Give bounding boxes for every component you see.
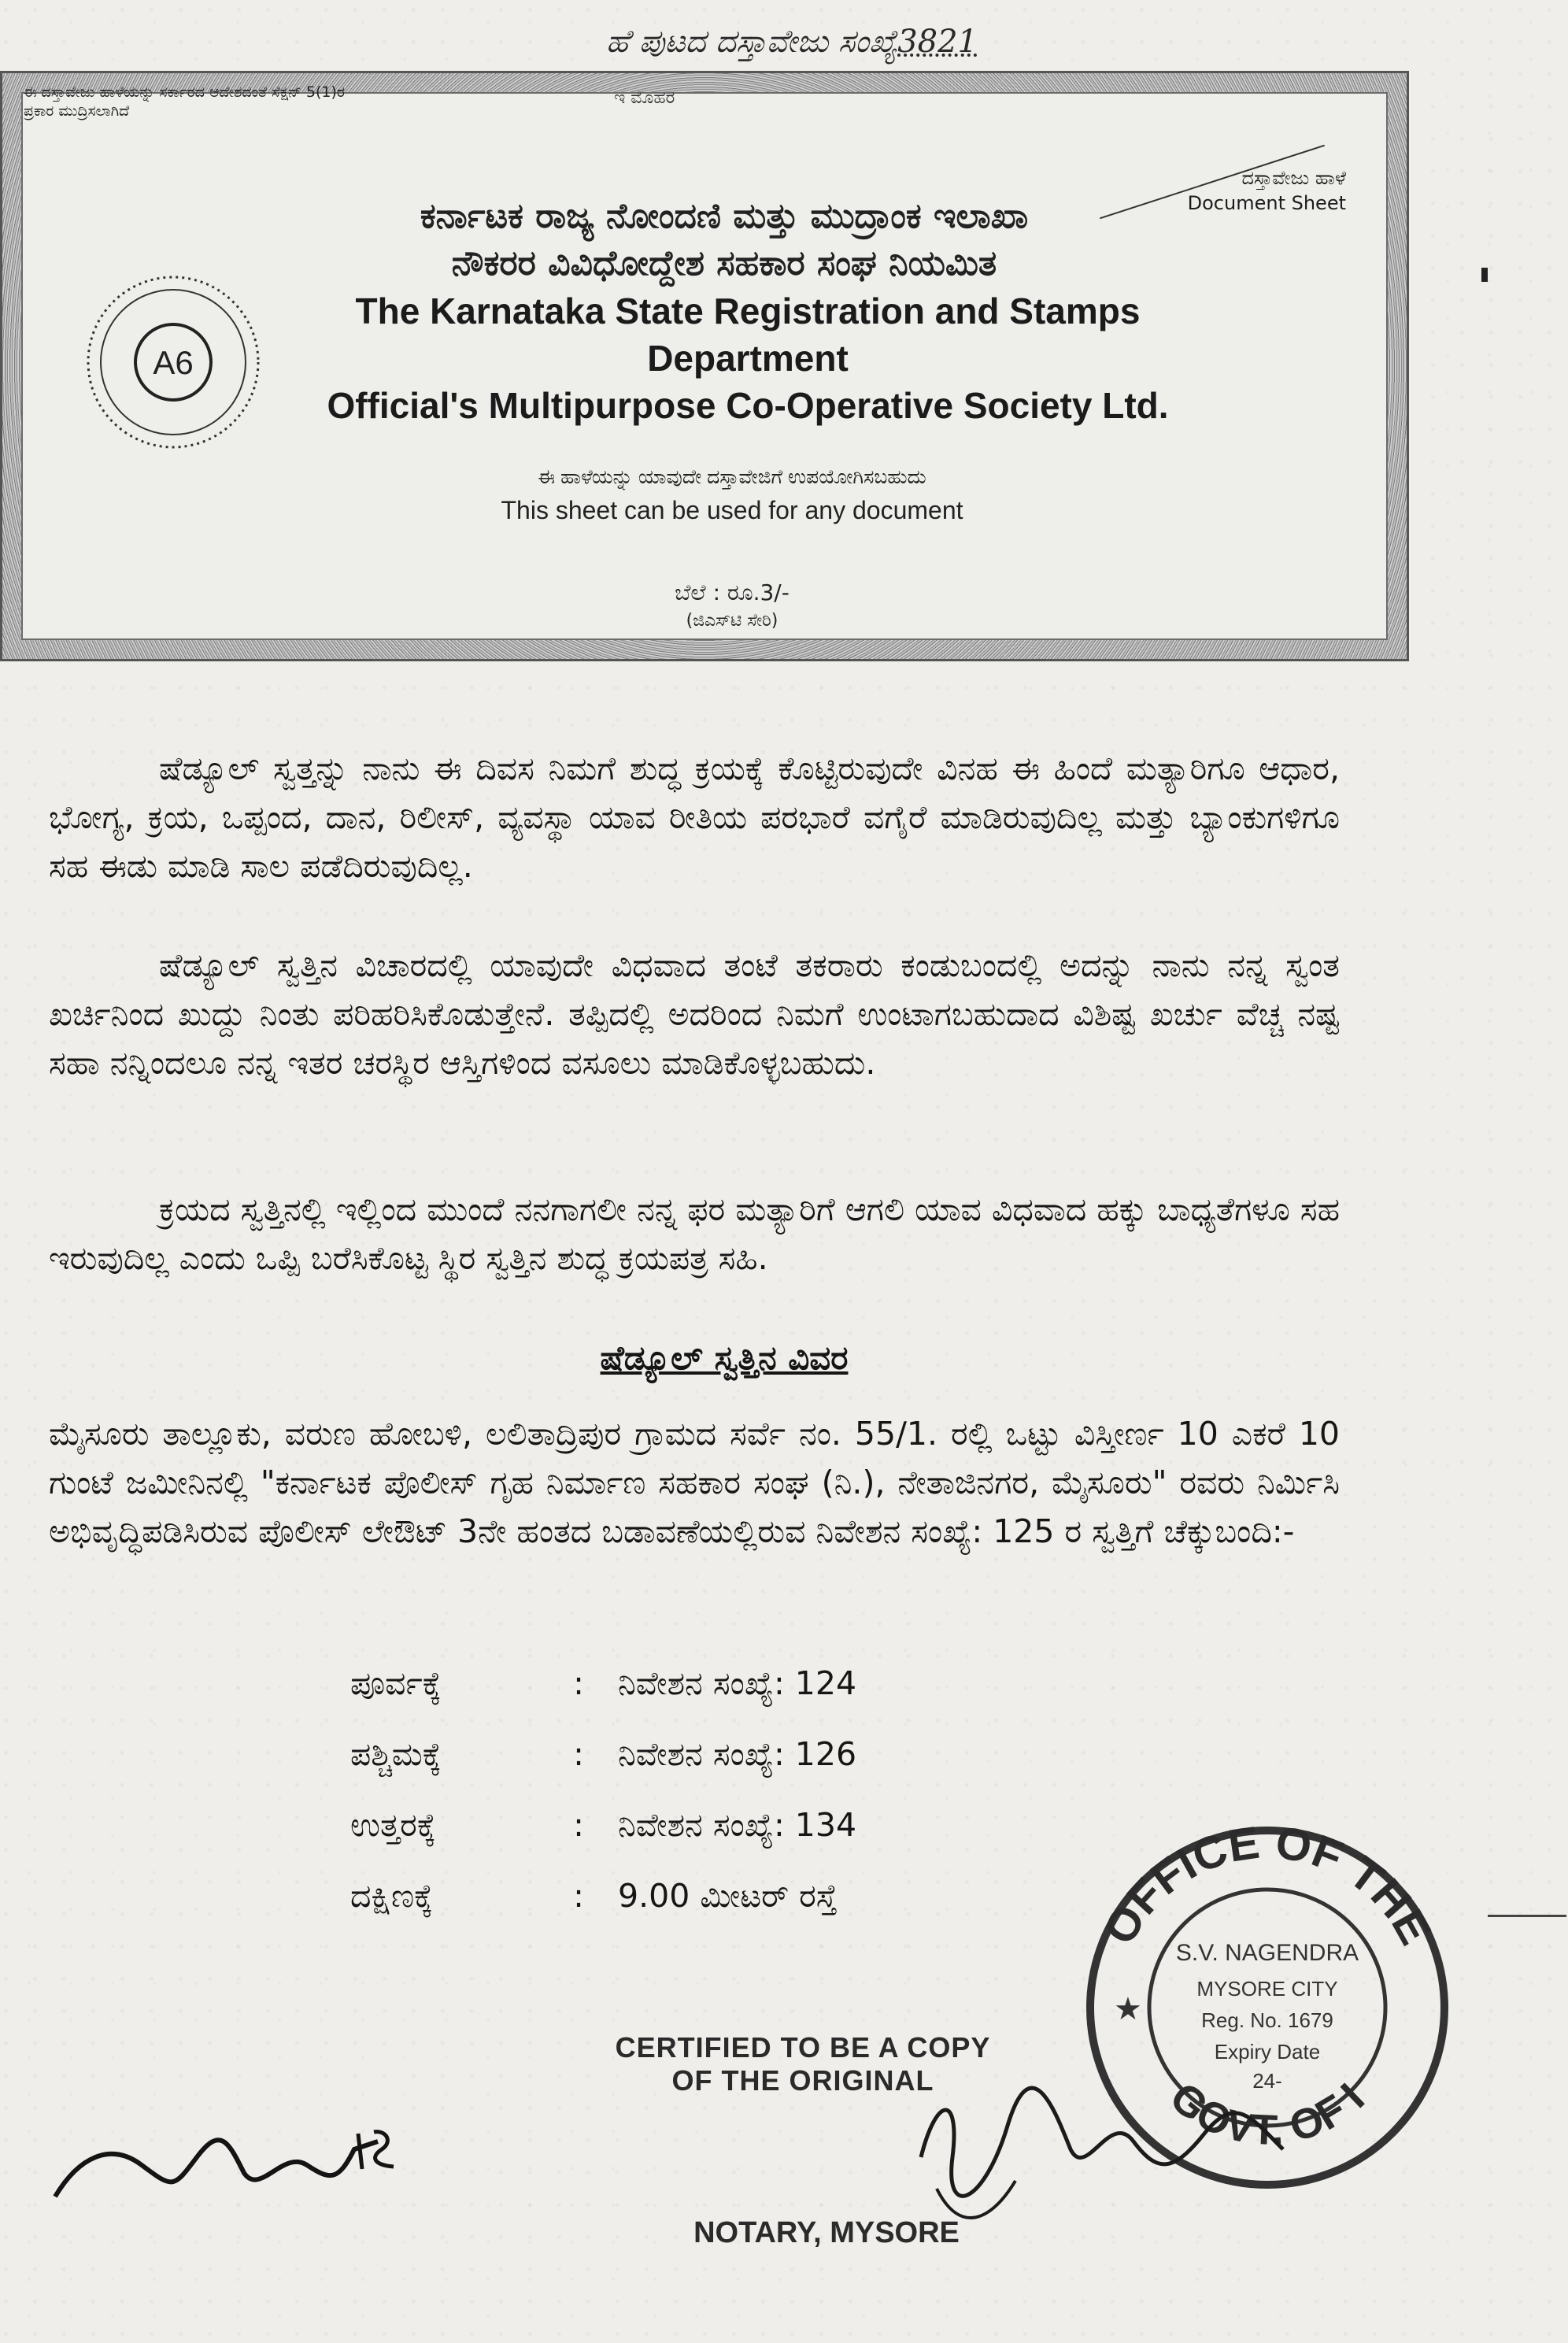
schedule-heading: ಷೆಡ್ಯೂಲ್ ಸ್ವತ್ತಿನ ವಿವರ — [600, 1338, 849, 1377]
kannada-title — [291, 193, 1157, 287]
kannada-title-line2: ನೌಕರರ ವಿವಿಧೋದ್ದೇಶ ಸಹಕಾರ ಸಂಘ ನಿಯಮಿತ — [451, 243, 997, 283]
sheet-price — [512, 579, 952, 635]
office-seal-top-text: OFFICE OF THE — [1093, 1816, 1441, 1953]
office-seal-expiry: Expiry Date — [1214, 2040, 1321, 2064]
usage-kannada: ಈ ಹಾಳೆಯನ್ನು ಯಾವುದೇ ದಸ್ತಾವೇಜಿಗೆ ಉಪಯೋಗಿಸಬಹುದು — [538, 466, 926, 488]
boundary-value: ನಿವೇಶನ ಸಂಖ್ಯೆ: 134 — [618, 1806, 857, 1844]
office-seal-reg: Reg. No. 1679 — [1201, 2008, 1333, 2032]
seal-star-icon: ★ — [1114, 1991, 1142, 2027]
boundary-direction: ಪೂರ್ವಕ್ಕೆ — [350, 1664, 442, 1702]
office-seal-date: 24- — [1252, 2069, 1282, 2093]
boundary-colon: : — [573, 1877, 584, 1915]
schedule-description: ಮೈಸೂರು ತಾಲ್ಲೂಕು, ವರುಣ ಹೋಬಳಿ, ಲಲಿತಾದ್ರಿಪುರ ಗ್ರಾಮದ ಸರ್ವೆ ನಂ. 55/1. ರಲ್ಲಿ ಒಟ್ಟು ವಿಸ್ತೀರ್ಣ 10 ಎಕರೆ 10 ಗುಂಟೆ ಜಮೀನಿನಲ್ಲಿ "ಕರ್ನಾಟಕ ಪೊಲೀಸ್ ಗೃಹ ನಿರ್ಮಾಣ ಸಹಕಾರ ಸಂಘ (ನಿ.), ನೇತಾಜಿನಗರ, ಮೈಸೂರು" ರವರು ನಿರ್ಮಿಸಿ ಅಭಿವೃದ್ಧಿಪಡಿಸಿರುವ ಪೊಲೀಸ್ ಲೇಔಟ್ 3ನೇ ಹಂತದ ಬಡಾವಣೆಯಲ್ಲಿರುವ ನಿವೇಶನ ಸಂಖ್ಯೆ: 125 ರ ಸ್ವತ್ತಿಗೆ ಚೆಕ್ಕುಬಂದಿ:- — [49, 1415, 1340, 1550]
declaration-paragraph-3: ಕ್ರಯದ ಸ್ವತ್ತಿನಲ್ಲಿ ಇಲ್ಲಿಂದ ಮುಂದೆ ನನಗಾಗಲೀ ನನ್ನ ಫರ ಮತ್ಯಾರಿಗೆ ಆಗಲಿ ಯಾವ ವಿಧವಾದ ಹಕ್ಕು ಬಾಧ್ಯತೆಗಳೂ ಸಹ ಇರುವುದಿಲ್ಲ ಎಂದು ಒಪ್ಪಿ ಬರೆಸಿಕೊಟ್ಟ ಸ್ಥಿರ ಸ್ವತ್ತಿನ ಶುದ್ಧ ಕ್ರಯಪತ್ರ ಸಹಿ. — [49, 1190, 1340, 1277]
boundary-direction: ದಕ್ಷಿಣಕ್ಕೆ — [350, 1877, 434, 1915]
boundary-value: 9.00 ಮೀಟರ್ ರಸ್ತೆ — [618, 1877, 838, 1915]
boundary-colon: : — [573, 1735, 584, 1773]
document-number-note — [606, 24, 1173, 60]
english-title-line2: Official's Multipurpose Co-Operative Society Ltd. — [327, 385, 1169, 426]
declaration-paragraph-2: ಷೆಡ್ಯೂಲ್ ಸ್ವತ್ತಿನ ವಿಚಾರದಲ್ಲಿ ಯಾವುದೇ ವಿಧವಾದ ತಂಟೆ ತಕರಾರು ಕಂಡುಬಂದಲ್ಲಿ ಅದನ್ನು ನಾನು ನನ್ನ ಸ್ವಂತ ಖರ್ಚಿನಿಂದ ಖುದ್ದು ನಿಂತು ಪರಿಹರಿಸಿಕೊಡುತ್ತೇನೆ. ತಪ್ಪಿದಲ್ಲಿ ಅದರಿಂದ ನಿಮಗೆ ಉಂಟಾಗಬಹುದಾದ ವಿಶಿಷ್ಟ ಖರ್ಚು ವೆಚ್ಚ ನಷ್ಟ ಸಹಾ ನನ್ನಿಂದಲೂ ನನ್ನ ಇತರ ಚರಸ್ಥಿರ ಆಸ್ತಿಗಳಿಂದ ವಸೂಲು ಮಾಡಿಕೊಳ್ಳಬಹುದು. — [49, 946, 1340, 1082]
notary-signature-icon — [874, 2063, 1315, 2236]
boundary-colon: : — [573, 1806, 584, 1844]
price-label: ಬೆಲೆ : ರೂ.3/- — [675, 579, 790, 605]
declaration-paragraph-1: ಷೆಡ್ಯೂಲ್ ಸ್ವತ್ತನ್ನು ನಾನು ಈ ದಿವಸ ನಿಮಗೆ ಶುದ್ಧ ಕ್ರಯಕ್ಕೆ ಕೊಟ್ಟಿರುವುದೇ ವಿನಹ ಈ ಹಿಂದೆ ಮತ್ಯಾರಿಗೂ ಆಧಾರ, ಭೋಗ್ಯ, ಕ್ರಯ, ಒಪ್ಪಂದ, ದಾನ, ರಿಲೀಸ್, ವ್ಯವಸ್ಥಾ ಯಾವ ರೀತಿಯ ಪರಭಾರೆ ವಗೈರೆ ಮಾಡಿರುವುದಿಲ್ಲ ಮತ್ತು ಬ್ಯಾಂಕುಗಳಿಗೂ ಸಹ ಈಡು ಮಾಡಿ ಸಾಲ ಪಡೆದಿರುವುದಿಲ್ಲ. — [49, 750, 1340, 885]
society-seal-icon — [83, 272, 264, 453]
price-tax-note: (ಜಿಎಸ್‌ಟಿ ಸೇರಿ) — [686, 611, 778, 631]
usage-english: This sheet can be used for any document — [501, 496, 963, 524]
office-seal-city: MYSORE CITY — [1196, 1977, 1338, 2001]
svg-text:OFFICE OF THE — [1093, 1817, 1440, 1953]
boundary-direction: ಉತ್ತರಕ್ಕೆ — [350, 1806, 436, 1844]
english-title — [276, 287, 1220, 429]
boundary-value: ನಿವೇಶನ ಸಂಖ್ಯೆ: 124 — [618, 1664, 857, 1702]
margin-edge-line — [1488, 1915, 1566, 1917]
notary-stamp: NOTARY, MYSORE — [693, 2216, 960, 2249]
document-sheet-english: Document Sheet — [1187, 192, 1346, 214]
boundary-direction: ಪಶ್ಚಿಮಕ್ಕೆ — [350, 1735, 442, 1773]
boundary-value: ನಿವೇಶನ ಸಂಖ್ಯೆ: 126 — [618, 1735, 857, 1773]
document-sheet-kannada: ದಸ್ತಾವೇಜು ಹಾಳೆ — [1241, 167, 1346, 189]
seal-code: A6 — [153, 344, 194, 381]
government-order-note: ಈ ದಸ್ತಾವೇಜು ಹಾಳೆಯನ್ನು ಸರ್ಕಾರದ ಆದೇಶದಂತೆ ಸೆಕ್ಷನ್ 5(1)ರ ಪ್ರಕಾರ ಮುದ್ರಿಸಲಾಗಿದೆ — [24, 83, 345, 120]
banner-small-note: ಇ ಮೊಹರ — [614, 88, 675, 108]
certified-line2: OF THE ORIGINAL — [671, 2064, 934, 2097]
document-number: 3821 — [897, 24, 978, 60]
certified-line1: CERTIFIED TO BE A COPY — [615, 2031, 991, 2064]
document-number-label: ಹೆ ಪುಟದ ದಸ್ತಾವೇಜು ಸಂಖ್ಯೆ — [606, 24, 898, 60]
boundary-colon: : — [573, 1664, 584, 1702]
margin-mark — [1481, 268, 1488, 282]
sheet-usage-note — [394, 461, 1071, 527]
seller-signature-icon — [47, 2110, 409, 2220]
english-title-line1: The Karnataka State Registration and Stamps Department — [355, 291, 1141, 379]
office-seal-name: S.V. NAGENDRA — [1175, 1940, 1359, 1966]
kannada-title-line1: ಕರ್ನಾಟಕ ರಾಜ್ಯ ನೋಂದಣಿ ಮತ್ತು ಮುದ್ರಾಂಕ ಇಲಾಖಾ — [420, 196, 1029, 236]
boundary-row-west — [350, 1732, 1216, 1776]
boundary-row-east — [350, 1661, 1216, 1705]
office-seal-bottom-text: GOVT. OF I — [1161, 2073, 1374, 2154]
